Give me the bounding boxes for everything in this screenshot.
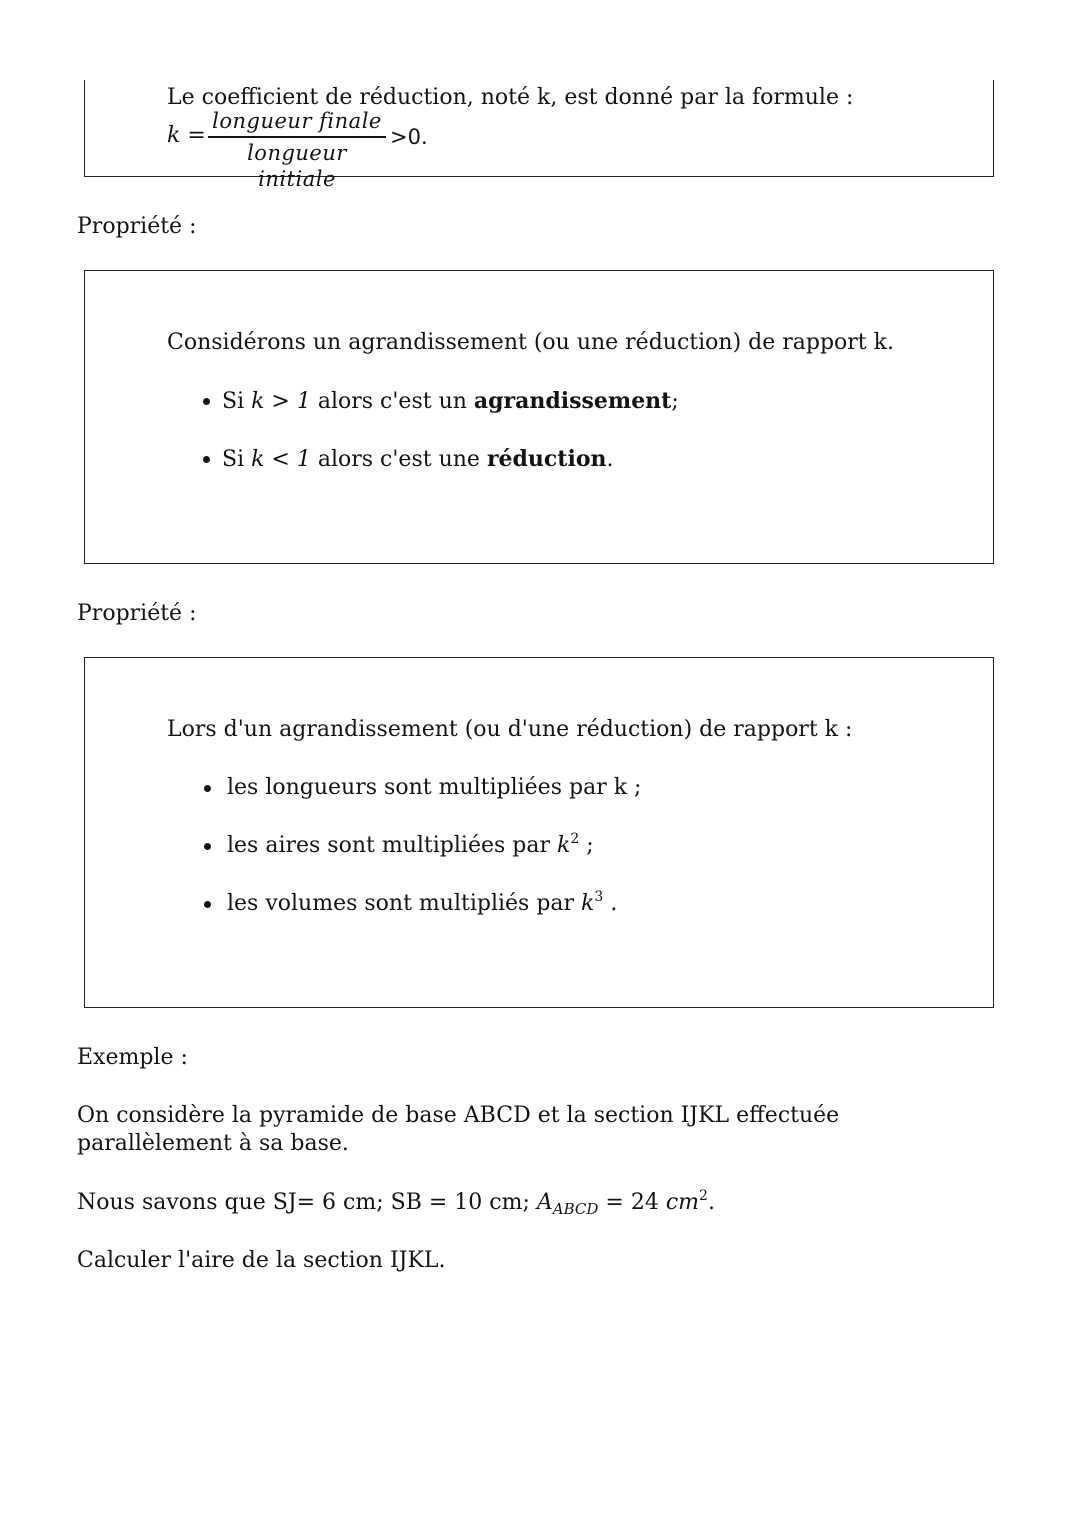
area-symbol: A (536, 1190, 553, 1215)
fraction-bar (208, 136, 386, 138)
bullet2-prefix: Si (222, 447, 245, 472)
example-para2 (77, 1189, 715, 1217)
k-equals: k = (167, 123, 206, 148)
example-para1: On considère la pyramide de base ABCD et la section IJKL effectuée parallèlement à sa base. (77, 1103, 840, 1156)
example-para3: Calculer l'aire de la section IJKL. (77, 1248, 446, 1273)
property1-heading: Propriété : (77, 214, 197, 239)
property2-bullet1: les longueurs sont multipliées par k ; (227, 775, 642, 800)
area-end: . (707, 1190, 715, 1215)
fraction-numerator: longueur finale (212, 109, 382, 133)
bullet2-suffix: ; (586, 833, 594, 858)
exponent-3: 3 (594, 889, 604, 905)
bullet3-suffix: . (610, 891, 618, 916)
bullet1-bold: agrandissement (473, 388, 672, 414)
bullet2-text: les aires sont multipliées par (227, 833, 550, 858)
property1-bullet1 (222, 387, 679, 416)
k-base: k (581, 891, 595, 916)
fraction-rhs: >0. (390, 125, 428, 149)
property2-bullet3 (227, 890, 617, 918)
bullet2-bold: réduction (486, 446, 607, 472)
bullet-icon (204, 901, 211, 908)
area-exponent: 2 (699, 1188, 708, 1204)
area-unit: cm (665, 1190, 700, 1215)
bullet-icon (203, 456, 210, 463)
bullet2-suffix: . (606, 447, 614, 472)
property1-bullet2 (222, 445, 614, 474)
bullet1-middle: alors c'est un (317, 389, 467, 414)
bullet2-condition: k < 1 (251, 447, 311, 472)
bullet1-prefix: Si (222, 389, 245, 414)
bullet2-middle: alors c'est une (317, 447, 480, 472)
bullet3-text: les volumes sont multipliés par (227, 891, 575, 916)
given-values: Nous savons que SJ= 6 cm; SB = 10 cm; (77, 1190, 530, 1215)
property2-heading: Propriété : (77, 601, 197, 626)
area-subscript: ABCD (552, 1200, 599, 1218)
bullet-icon (203, 398, 210, 405)
area-equals: = 24 (605, 1190, 659, 1215)
exponent-2: 2 (570, 831, 580, 847)
k-base: k (557, 833, 571, 858)
coefficient-fraction (208, 108, 386, 192)
property1-box (84, 270, 994, 564)
example-heading: Exemple : (77, 1045, 188, 1070)
definition-intro: Le coefficient de réduction, noté k, est donné par la formule : (167, 85, 854, 110)
property2-bullet2 (227, 832, 594, 860)
property2-intro: Lors d'un agrandissement (ou d'une réduction) de rapport k : (167, 717, 853, 742)
fraction-denominator: longueur initiale (247, 140, 347, 191)
bullet1-condition: k > 1 (251, 389, 311, 414)
property1-intro: Considérons un agrandissement (ou une réduction) de rapport k. (167, 330, 894, 355)
bullet-icon (204, 785, 211, 792)
bullet1-suffix: ; (671, 389, 679, 414)
bullet-icon (204, 843, 211, 850)
